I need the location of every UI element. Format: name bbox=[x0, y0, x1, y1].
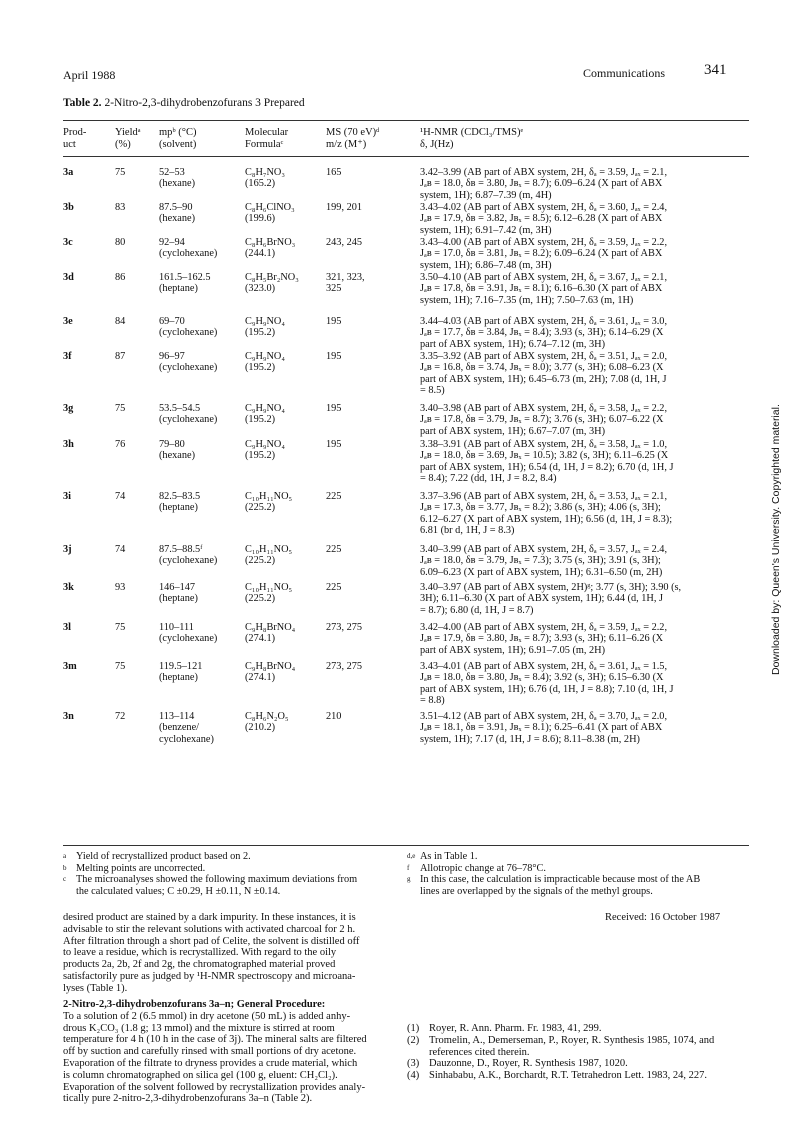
footnote-text: Melting points are uncorrected. bbox=[76, 862, 206, 874]
paragraph-line: After filtration through a short pad of Celite, the solvent is distilled off bbox=[63, 935, 360, 947]
mp-line: (cyclohexane) bbox=[159, 248, 218, 260]
mp-line: 82.5–83.5 bbox=[159, 491, 201, 502]
footnote-text: As in Table 1. bbox=[420, 851, 478, 862]
procedure-section bbox=[63, 999, 393, 1105]
mp-line: (heptane) bbox=[159, 593, 198, 605]
mp-line: (heptane) bbox=[159, 672, 198, 684]
procedure-line: drous K₂CO₃ (1.8 g; 13 mmol) and the mixture is stirred at room bbox=[63, 1022, 335, 1034]
nmr-cell bbox=[420, 661, 752, 707]
table-title: 2-Nitro-2,3-dihydrobenzofurans 3 Prepared bbox=[104, 97, 305, 109]
formula-cell bbox=[245, 351, 285, 374]
nmr-line: 3.51–4.12 (AB part of ABX system, 2H, δₐ = 3.70, Jₐₓ = 2.0, bbox=[420, 711, 668, 722]
procedure-line: is column chromatographed on silica gel (100 g, eluent: CH₂Cl₂). bbox=[63, 1069, 338, 1081]
ms-line: 195 bbox=[326, 439, 342, 450]
footnotes-left bbox=[63, 851, 393, 897]
nmr-cell bbox=[420, 316, 752, 350]
nmr-cell bbox=[420, 351, 752, 397]
reference-line bbox=[407, 1070, 752, 1082]
nmr-line: Jₐʙ = 18.1, δʙ = 3.91, Jʙₓ = 8.1); 6.25–6.41 (X part of ABX bbox=[420, 722, 663, 734]
ms-cell bbox=[326, 711, 341, 722]
mp-cell bbox=[159, 316, 217, 339]
copyright-watermark: Downloaded by: Queen's University. Copyrighted material. bbox=[770, 404, 782, 675]
nmr-cell bbox=[420, 622, 752, 656]
formula-cell bbox=[245, 439, 285, 462]
footnote-line bbox=[63, 863, 393, 875]
formula-cell bbox=[245, 544, 292, 567]
product-id: 3l bbox=[63, 622, 72, 633]
nmr-line: part of ABX system, 1H); 6.54 (d, 1H, J = 8.2); 6.70 (d, 1H, J bbox=[420, 461, 674, 473]
nmr-cell bbox=[420, 237, 752, 271]
mp-cell bbox=[159, 622, 217, 645]
nmr-line: Jₐʙ = 17.3, δʙ = 3.77, Jʙₓ = 8.2); 3.86 (s, 3H); 4.06 (s, 3H); bbox=[420, 502, 661, 514]
ms-cell bbox=[326, 491, 341, 502]
nmr-line: 6.09–6.23 (X part of ABX system, 1H); 6.31–6.50 (m, 2H) bbox=[420, 566, 663, 578]
received-date: Received: 16 October 1987 bbox=[605, 912, 721, 923]
formula-cell bbox=[245, 622, 295, 645]
formula-line: (195.2) bbox=[245, 450, 276, 462]
nmr-line: 3.44–4.03 (AB part of ABX system, 2H, δₐ = 3.61, Jₐₓ = 3.0, bbox=[420, 316, 668, 327]
mp-line: 161.5–162.5 bbox=[159, 272, 211, 283]
nmr-line: Jₐʙ = 18.0, δʙ = 3.80, Jʙₓ = 8.4); 3.92 (s, 3H); 6.15–6.30 (X bbox=[420, 672, 664, 684]
mp-cell bbox=[159, 661, 202, 684]
formula-cell bbox=[245, 316, 285, 339]
reference-number: (2) bbox=[407, 1034, 420, 1046]
nmr-cell bbox=[420, 711, 752, 745]
nmr-line: = 8.5) bbox=[420, 385, 445, 397]
yield-cell: 74 bbox=[115, 491, 126, 502]
mp-cell bbox=[159, 202, 195, 225]
mp-line: (cyclohexane) bbox=[159, 633, 218, 645]
mp-line: 113–114 bbox=[159, 711, 195, 722]
formula-line: (244.1) bbox=[245, 248, 276, 260]
formula-cell bbox=[245, 711, 289, 734]
formula-line: C₉H₉NO₄ bbox=[245, 316, 285, 327]
mp-line: 92–94 bbox=[159, 237, 185, 248]
col-header-nmr: ¹H-NMR (CDCl₃/TMS)ᵉ δ, J(Hz) bbox=[420, 127, 524, 150]
nmr-line: Jₐʙ = 17.9, δʙ = 3.80, Jʙₓ = 8.7); 3.93 (s, 3H); 6.11–6.26 (X bbox=[420, 633, 664, 645]
nmr-line: 3.43–4.01 (AB part of ABX system, 2H, δₐ = 3.61, Jₐₓ = 1.5, bbox=[420, 661, 668, 672]
product-id: 3b bbox=[63, 202, 74, 213]
nmr-line: part of ABX system, 1H); 6.74–7.12 (m, 3H) bbox=[420, 338, 606, 350]
nmr-line: Jₐʙ = 17.8, δʙ = 3.91, Jʙₓ = 8.1); 6.16–6.30 (X part of ABX bbox=[420, 283, 663, 295]
formula-line: (323.0) bbox=[245, 283, 276, 295]
mp-line: (cyclohexane) bbox=[159, 327, 218, 339]
ms-cell bbox=[326, 202, 362, 213]
nmr-line: 3.43–4.02 (AB part of ABX system, 2H, δₐ = 3.60, Jₐₓ = 2.4, bbox=[420, 202, 668, 213]
reference-line bbox=[407, 1047, 752, 1059]
nmr-line: 3.40–3.99 (AB part of ABX system, 2H, δₐ = 3.57, Jₐₓ = 2.4, bbox=[420, 544, 668, 555]
product-id: 3h bbox=[63, 439, 74, 450]
paragraph-line: desired product are stained by a dark impurity. In these instances, it is bbox=[63, 912, 356, 923]
mp-line: (hexane) bbox=[159, 178, 196, 190]
mp-cell bbox=[159, 544, 217, 567]
paragraph-line: advisable to stir the relevant solutions with activated charcoal for 2 h. bbox=[63, 923, 356, 935]
footnote-line bbox=[407, 863, 752, 875]
yield-cell: 75 bbox=[115, 167, 126, 178]
procedure-line: temperature for 4 h (10 h in the case of 3j). The mineral salts are filtered bbox=[63, 1034, 367, 1046]
formula-cell bbox=[245, 167, 285, 190]
product-id: 3k bbox=[63, 582, 74, 593]
formula-line: C₈H₇NO₃ bbox=[245, 167, 285, 178]
nmr-line: 3.37–3.96 (AB part of ABX system, 2H, δₐ = 3.53, Jₐₓ = 2.1, bbox=[420, 491, 668, 502]
nmr-line: part of ABX system, 1H); 6.91–7.05 (m, 2H) bbox=[420, 644, 606, 656]
footnote-text: the calculated values; C ±0.29, H ±0.11, N ±0.14. bbox=[76, 885, 281, 897]
footnote-line bbox=[63, 874, 393, 886]
nmr-line: Jₐʙ = 17.9, δʙ = 3.82, Jʙₓ = 8.5); 6.12–6.28 (X part of ABX bbox=[420, 213, 663, 225]
mp-cell bbox=[159, 491, 200, 514]
formula-line: C₁₀H₁₁NO₅ bbox=[245, 491, 293, 502]
footnote-mark: g bbox=[407, 875, 411, 884]
footnote-mark: a bbox=[63, 852, 67, 860]
formula-line: C₈H₆BrNO₃ bbox=[245, 237, 296, 248]
procedure-text bbox=[63, 1011, 393, 1105]
formula-line: C₁₀H₁₁NO₅ bbox=[245, 544, 293, 555]
footnote-text: The microanalyses showed the following maximum deviations from bbox=[76, 874, 358, 886]
reference-text: Tromelin, A., Demerseman, P., Royer, R. Synthesis 1985, 1074, and bbox=[429, 1034, 715, 1046]
mp-line: 119.5–121 bbox=[159, 661, 203, 672]
formula-line: (210.2) bbox=[245, 722, 276, 734]
mp-line: (cyclohexane) bbox=[159, 362, 218, 374]
nmr-line: Jₐʙ = 17.7, δʙ = 3.84, Jʙₓ = 8.4); 3.93 (s, 3H); 6.14–6.29 (X bbox=[420, 327, 664, 339]
nmr-line: system, 1H); 7.16–7.35 (m, 1H); 7.50–7.63 (m, 1H) bbox=[420, 294, 634, 306]
procedure-heading: 2-Nitro-2,3-dihydrobenzofurans 3a–n; General Procedure: bbox=[63, 999, 326, 1010]
nmr-line: system, 1H); 7.17 (d, 1H, J = 8.6); 8.11–8.38 (m, 2H) bbox=[420, 733, 640, 745]
yield-cell: 93 bbox=[115, 582, 126, 593]
formula-line: (274.1) bbox=[245, 672, 276, 684]
formula-cell bbox=[245, 202, 295, 225]
reference-line bbox=[407, 1035, 752, 1047]
footnote-text: In this case, the calculation is impracticable because most of the AB bbox=[420, 874, 701, 886]
ms-line: 273, 275 bbox=[326, 661, 363, 672]
page-number: 341 bbox=[704, 62, 727, 78]
reference-number: (3) bbox=[407, 1058, 420, 1070]
col-header-mp: mpᵇ (°C) (solvent) bbox=[159, 127, 197, 150]
ms-line: 325 bbox=[326, 283, 342, 295]
running-header-date: April 1988 bbox=[63, 68, 116, 82]
reference-text: references cited therein. bbox=[429, 1046, 530, 1058]
mp-line: cyclohexane) bbox=[159, 733, 214, 745]
nmr-line: part of ABX system, 1H); 6.45–6.73 (m, 2H); 7.08 (d, 1H, J bbox=[420, 373, 667, 385]
ms-cell bbox=[326, 403, 341, 414]
mp-cell bbox=[159, 711, 214, 745]
nmr-line: 3.42–3.99 (AB part of ABX system, 2H, δₐ = 3.59, Jₐₓ = 2.1, bbox=[420, 167, 668, 178]
product-id: 3m bbox=[63, 661, 77, 672]
product-id: 3n bbox=[63, 711, 74, 722]
body-paragraph bbox=[63, 912, 393, 995]
ms-line: 195 bbox=[326, 351, 342, 362]
mp-line: (benzene/ bbox=[159, 722, 200, 734]
footnote-text: Allotropic change at 76–78°C. bbox=[420, 862, 546, 874]
ms-line: 199, 201 bbox=[326, 202, 363, 213]
reference-list bbox=[407, 1023, 752, 1082]
yield-cell: 72 bbox=[115, 711, 126, 722]
mp-line: (heptane) bbox=[159, 283, 198, 295]
yield-cell: 86 bbox=[115, 272, 126, 283]
yield-cell: 87 bbox=[115, 351, 126, 362]
ms-line: 195 bbox=[326, 316, 342, 327]
nmr-line: Jₐʙ = 18.0, δʙ = 3.80, Jʙₓ = 8.7); 6.09–6.24 (X part of ABX bbox=[420, 178, 663, 190]
nmr-line: 3.38–3.91 (AB part of ABX system, 2H, δₐ = 3.58, Jₐₓ = 1.0, bbox=[420, 439, 668, 450]
nmr-cell bbox=[420, 167, 752, 201]
procedure-line: tically pure 2-nitro-2,3-dihydrobenzofurans 3a–n (Table 2). bbox=[63, 1093, 313, 1105]
reference-text: Royer, R. Ann. Pharm. Fr. 1983, 41, 299. bbox=[429, 1023, 602, 1034]
formula-line: (195.2) bbox=[245, 362, 276, 374]
product-id: 3i bbox=[63, 491, 72, 502]
yield-cell: 75 bbox=[115, 661, 126, 672]
formula-cell bbox=[245, 491, 292, 514]
mp-line: (hexane) bbox=[159, 213, 196, 225]
reference-text: Dauzonne, D., Royer, R. Synthesis 1987, 1020. bbox=[429, 1058, 628, 1070]
footnote-text: lines are overlapped by the signals of the methyl groups. bbox=[420, 885, 653, 897]
formula-line: (225.2) bbox=[245, 555, 276, 567]
nmr-line: 6.12–6.27 (X part of ABX system, 1H); 6.56 (d, 1H, J = 8.3); bbox=[420, 513, 673, 525]
nmr-line: system, 1H); 6.91–7.42 (m, 3H) bbox=[420, 224, 552, 236]
footnote-mark: f bbox=[407, 863, 410, 872]
paragraph-line: lyses (Table 1). bbox=[63, 982, 128, 994]
nmr-line: 3.40–3.98 (AB part of ABX system, 2H, δₐ = 3.58, Jₐₓ = 2.2, bbox=[420, 403, 668, 414]
product-id: 3c bbox=[63, 237, 73, 248]
product-id: 3e bbox=[63, 316, 73, 327]
mp-cell bbox=[159, 439, 195, 462]
ms-line: 210 bbox=[326, 711, 342, 722]
formula-cell bbox=[245, 237, 295, 260]
reference-number: (4) bbox=[407, 1070, 420, 1082]
mp-cell bbox=[159, 272, 210, 295]
mp-line: 96–97 bbox=[159, 351, 185, 362]
formula-line: (165.2) bbox=[245, 178, 276, 190]
formula-line: (195.2) bbox=[245, 414, 276, 426]
mp-line: 52–53 bbox=[159, 167, 185, 178]
mp-line: 53.5–54.5 bbox=[159, 403, 201, 414]
formula-line: C₉H₈BrNO₄ bbox=[245, 622, 296, 633]
formula-cell bbox=[245, 582, 292, 605]
formula-line: C₉H₉NO₄ bbox=[245, 351, 285, 362]
col-header-product: Prod- uct bbox=[63, 127, 87, 150]
nmr-line: 3H); 6.11–6.30 (X part of ABX system, 1H); 6.44 (d, 1H, J bbox=[420, 593, 664, 605]
mp-cell bbox=[159, 167, 195, 190]
formula-line: C₉H₈BrNO₄ bbox=[245, 661, 296, 672]
reference-line bbox=[407, 1058, 752, 1070]
ms-line: 225 bbox=[326, 544, 342, 555]
mp-line: 79–80 bbox=[159, 439, 185, 450]
formula-line: C₁₀H₁₁NO₅ bbox=[245, 582, 293, 593]
nmr-line: 3.43–4.00 (AB part of ABX system, 2H, δₐ = 3.59, Jₐₓ = 2.2, bbox=[420, 237, 668, 248]
product-id: 3j bbox=[63, 544, 72, 555]
mp-line: 146–147 bbox=[159, 582, 196, 593]
formula-line: (195.2) bbox=[245, 327, 276, 339]
nmr-cell bbox=[420, 403, 752, 437]
yield-cell: 76 bbox=[115, 439, 126, 450]
ms-cell bbox=[326, 351, 341, 362]
reference-line bbox=[407, 1023, 752, 1035]
mp-cell bbox=[159, 403, 217, 426]
ms-cell bbox=[326, 316, 341, 327]
table-header-rule bbox=[63, 156, 749, 157]
footnote-line bbox=[407, 874, 752, 886]
nmr-line: Jₐʙ = 17.0, δʙ = 3.81, Jʙₓ = 8.2); 6.09–6.24 (X part of ABX bbox=[420, 248, 663, 260]
footnote-line bbox=[407, 886, 752, 898]
footnote-mark: b bbox=[63, 863, 67, 872]
ms-cell bbox=[326, 237, 362, 248]
nmr-line: Jₐʙ = 18.0, δʙ = 3.69, Jʙₓ = 10.5); 3.82 (s, 3H); 6.11–6.25 (X bbox=[420, 450, 669, 462]
ms-cell bbox=[326, 661, 362, 672]
procedure-line: Evaporation of the filtrate to dryness provides a crude material, which bbox=[63, 1057, 358, 1069]
nmr-line: part of ABX system, 1H); 6.67–7.07 (m, 3H) bbox=[420, 425, 606, 437]
ms-cell bbox=[326, 439, 341, 450]
procedure-line: off by suction and carefully rinsed with small portions of dry acetone. bbox=[63, 1046, 357, 1058]
footnote-mark: c bbox=[63, 875, 67, 884]
col-header-ms: MS (70 eV)ᵈ m/z (M⁺) bbox=[326, 127, 380, 150]
formula-line: C₉H₉NO₄ bbox=[245, 439, 285, 450]
nmr-line: 3.40–3.97 (AB part of ABX system, 2H)ᵍ; 3.77 (s, 3H); 3.90 (s, bbox=[420, 582, 682, 593]
ms-cell bbox=[326, 622, 362, 633]
table-label: Table 2. bbox=[63, 97, 102, 109]
nmr-line: 3.42–4.00 (AB part of ABX system, 2H, δₐ = 3.59, Jₐₓ = 2.2, bbox=[420, 622, 668, 633]
ms-cell bbox=[326, 272, 365, 295]
paragraph-line: to leave a residue, which is recrystallized. With regard to the oily bbox=[63, 947, 337, 959]
mp-line: 87.5–90 bbox=[159, 202, 193, 213]
ms-line: 225 bbox=[326, 582, 342, 593]
yield-cell: 84 bbox=[115, 316, 126, 327]
nmr-cell bbox=[420, 544, 752, 578]
nmr-line: = 8.4); 7.22 (dd, 1H, J = 8.2, 8.4) bbox=[420, 473, 557, 485]
nmr-line: 6.81 (br d, 1H, J = 8.3) bbox=[420, 525, 515, 537]
reference-text: Sinhababu, A.K., Borchardt, R.T. Tetrahedron Lett. 1983, 24, 227. bbox=[429, 1070, 707, 1082]
paragraph-line: products 2a, 2b, 2f and 2g, the chromatographed material proved bbox=[63, 959, 336, 971]
formula-line: (199.6) bbox=[245, 213, 276, 225]
formula-line: (225.2) bbox=[245, 502, 276, 514]
ms-line: 321, 323, bbox=[326, 272, 365, 283]
mp-line: (cyclohexane) bbox=[159, 555, 218, 567]
ms-line: 243, 245 bbox=[326, 237, 363, 248]
nmr-cell bbox=[420, 202, 752, 236]
nmr-line: Jₐʙ = 17.8, δʙ = 3.79, Jʙₓ = 8.7); 3.76 (s, 3H); 6.07–6.22 (X bbox=[420, 414, 664, 426]
nmr-line: system, 1H); 6.87–7.39 (m, 4H) bbox=[420, 189, 552, 201]
table-bottom-rule bbox=[63, 845, 749, 846]
nmr-line: = 8.8) bbox=[420, 695, 445, 707]
nmr-line: = 8.7); 6.80 (d, 1H, J = 8.7) bbox=[420, 604, 534, 616]
formula-line: C₈H₅Br₂NO₃ bbox=[245, 272, 299, 283]
nmr-cell bbox=[420, 582, 752, 616]
nmr-line: 3.50–4.10 (AB part of ABX system, 2H, δₐ = 3.67, Jₐₓ = 2.1, bbox=[420, 272, 668, 283]
ms-cell bbox=[326, 582, 341, 593]
formula-line: (274.1) bbox=[245, 633, 276, 645]
formula-line: C₈H₆ClNO₃ bbox=[245, 202, 295, 213]
formula-line: C₉H₉NO₄ bbox=[245, 403, 285, 414]
yield-cell: 83 bbox=[115, 202, 126, 213]
yield-cell: 75 bbox=[115, 622, 126, 633]
footnotes-right bbox=[407, 851, 752, 897]
mp-line: 69–70 bbox=[159, 316, 185, 327]
product-id: 3g bbox=[63, 403, 74, 414]
product-id: 3d bbox=[63, 272, 74, 283]
ms-cell bbox=[326, 544, 341, 555]
formula-line: C₈H₆N₂O₅ bbox=[245, 711, 289, 722]
paragraph-line: satisfactorily pure as judged by ¹H-NMR spectroscopy and microana- bbox=[63, 970, 356, 982]
ms-line: 273, 275 bbox=[326, 622, 363, 633]
procedure-line: To a solution of 2 (6.5 mmol) in dry acetone (50 mL) is added anhy- bbox=[63, 1010, 351, 1022]
footnote-line bbox=[407, 851, 752, 863]
yield-cell: 75 bbox=[115, 403, 126, 414]
procedure-line: Evaporation of the solvent followed by recrystallization provides analy- bbox=[63, 1081, 366, 1093]
formula-line: (225.2) bbox=[245, 593, 276, 605]
ms-line: 165 bbox=[326, 167, 342, 178]
nmr-line: system, 1H); 6.86–7.48 (m, 3H) bbox=[420, 259, 552, 271]
mp-line: 110–111 bbox=[159, 622, 194, 633]
mp-line: (cyclohexane) bbox=[159, 414, 218, 426]
nmr-cell bbox=[420, 491, 752, 537]
formula-cell bbox=[245, 661, 295, 684]
mp-cell bbox=[159, 582, 198, 605]
mp-line: 87.5–88.5ᶠ bbox=[159, 544, 203, 555]
ms-cell bbox=[326, 167, 341, 178]
nmr-line: Jₐʙ = 18.0, δʙ = 3.79, Jʙₓ = 7.3); 3.75 (s, 3H); 3.91 (s, 3H); bbox=[420, 555, 661, 567]
footnote-mark: d,e bbox=[407, 852, 416, 860]
nmr-cell bbox=[420, 439, 752, 485]
yield-cell: 74 bbox=[115, 544, 126, 555]
ms-line: 195 bbox=[326, 403, 342, 414]
running-header-section: Communications bbox=[583, 66, 665, 80]
reference-number: (1) bbox=[407, 1023, 420, 1034]
ms-line: 225 bbox=[326, 491, 342, 502]
nmr-cell bbox=[420, 272, 752, 306]
product-id: 3f bbox=[63, 351, 72, 362]
footnote-text: Yield of recrystallized product based on 2. bbox=[76, 851, 251, 862]
nmr-line: 3.35–3.92 (AB part of ABX system, 2H, δₐ = 3.51, Jₐₓ = 2.0, bbox=[420, 351, 668, 362]
table-caption bbox=[63, 97, 305, 109]
nmr-line: part of ABX system, 1H); 6.76 (d, 1H, J = 8.8); 7.10 (d, 1H, J bbox=[420, 683, 674, 695]
mp-cell bbox=[159, 237, 217, 260]
col-header-yield: Yieldᵃ (%) bbox=[115, 127, 141, 150]
formula-cell bbox=[245, 272, 299, 295]
mp-line: (hexane) bbox=[159, 450, 196, 462]
mp-cell bbox=[159, 351, 217, 374]
table-top-rule bbox=[63, 120, 749, 121]
yield-cell: 80 bbox=[115, 237, 126, 248]
mp-line: (heptane) bbox=[159, 502, 198, 514]
footnote-line bbox=[63, 851, 393, 863]
formula-cell bbox=[245, 403, 285, 426]
product-id: 3a bbox=[63, 167, 74, 178]
nmr-line: Jₐʙ = 16.8, δʙ = 3.74, Jʙₓ = 8.0); 3.77 (s, 3H); 6.08–6.23 (X bbox=[420, 362, 664, 374]
col-header-formula: Molecular Formulaᶜ bbox=[245, 127, 289, 150]
footnote-line bbox=[63, 886, 393, 898]
